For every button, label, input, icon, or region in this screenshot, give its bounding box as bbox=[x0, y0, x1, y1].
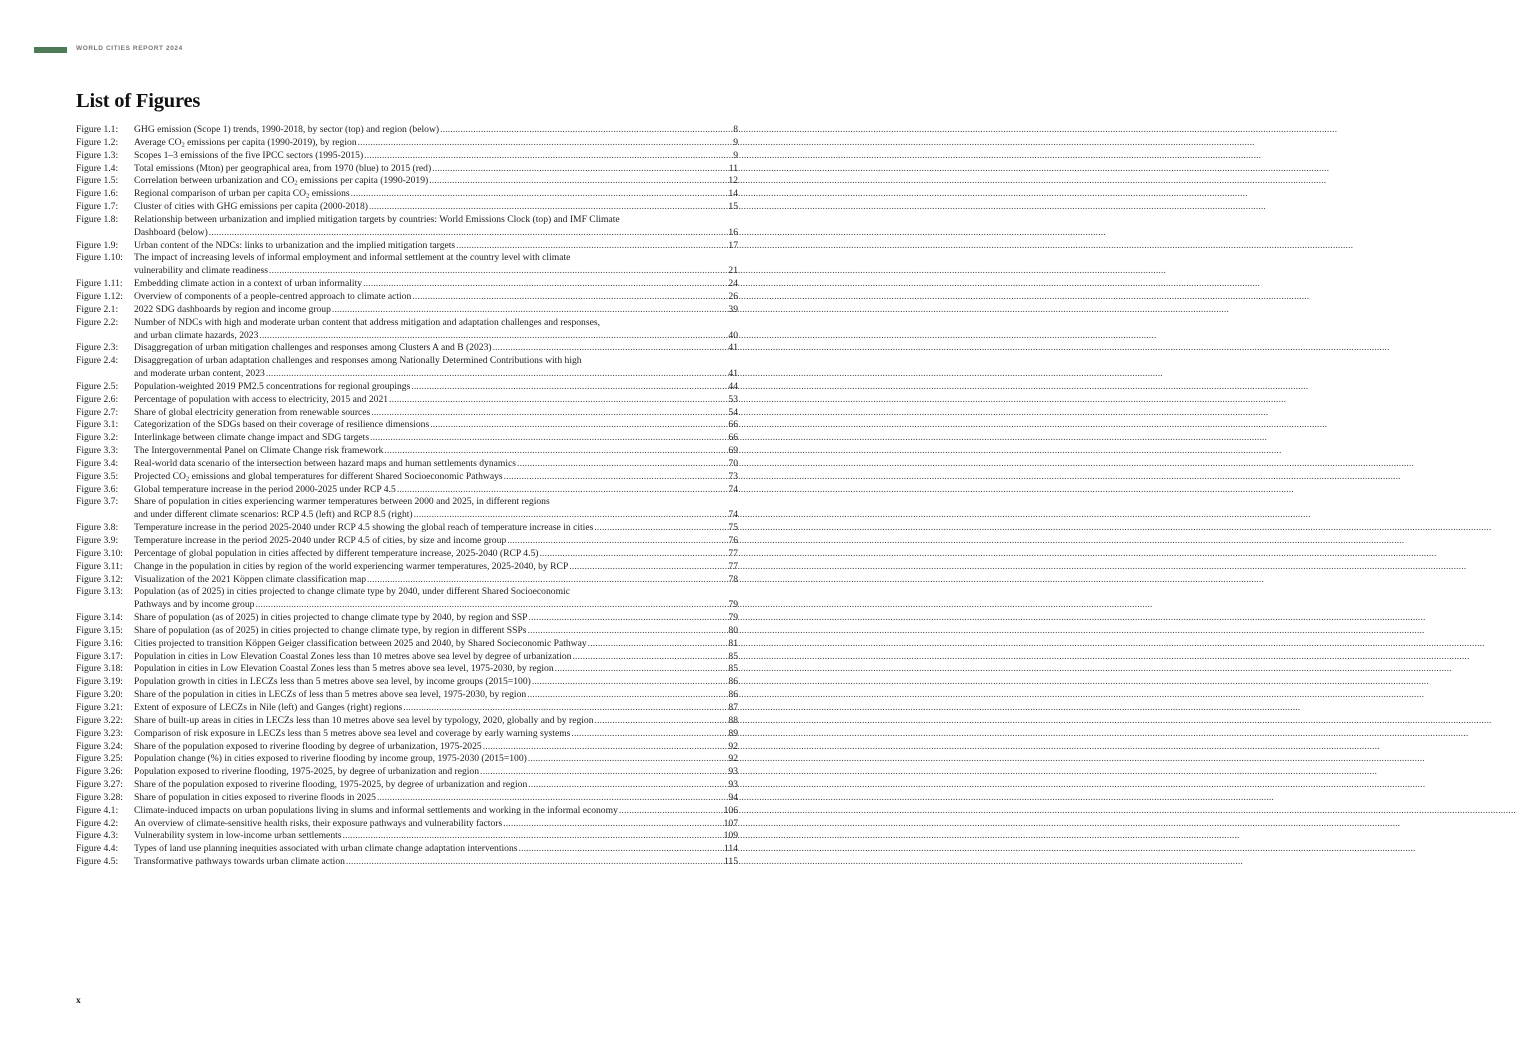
figure-number: Figure 3.16: bbox=[76, 637, 123, 649]
figure-page-number: 70 bbox=[728, 457, 738, 469]
figure-page-number: 81 bbox=[728, 637, 738, 649]
figure-number: Figure 1.2: bbox=[76, 136, 119, 148]
figure-page-number: 86 bbox=[728, 676, 738, 688]
dot-leader bbox=[429, 175, 727, 188]
figure-page-number: 87 bbox=[728, 701, 738, 713]
figure-page-number: 73 bbox=[728, 470, 738, 482]
dot-leader bbox=[619, 805, 723, 818]
figure-page-number: 54 bbox=[728, 406, 738, 418]
figure-entry[interactable] bbox=[76, 304, 738, 317]
figure-entry[interactable] bbox=[76, 124, 738, 137]
figure-entry[interactable] bbox=[76, 188, 738, 201]
figure-entry[interactable] bbox=[76, 830, 738, 843]
figure-page-number: 107 bbox=[723, 817, 738, 829]
dot-leader bbox=[528, 625, 728, 638]
figure-page-number: 21 bbox=[728, 265, 738, 277]
figure-page-number: 77 bbox=[728, 547, 738, 559]
figure-page-number: 16 bbox=[728, 226, 738, 238]
figure-number: Figure 2.5: bbox=[76, 380, 119, 392]
figure-list bbox=[76, 124, 738, 869]
figure-entry[interactable] bbox=[76, 496, 738, 522]
figure-page-number: 69 bbox=[728, 445, 738, 457]
dot-leader bbox=[397, 484, 728, 497]
figure-page-number: 41 bbox=[728, 342, 738, 354]
dot-leader bbox=[572, 651, 727, 664]
figure-caption-line: GHG emission (Scope 1) trends, 1990-2018, by sector (top) and region (below) bbox=[134, 124, 440, 135]
figure-entry[interactable] bbox=[76, 741, 738, 754]
dot-leader bbox=[369, 201, 727, 214]
figure-page-number: 93 bbox=[728, 779, 738, 791]
header-accent-bar bbox=[34, 47, 67, 53]
figure-number: Figure 3.13: bbox=[76, 586, 123, 598]
dot-leader bbox=[595, 715, 728, 728]
figure-entry[interactable] bbox=[76, 715, 738, 728]
figure-entry[interactable] bbox=[76, 342, 738, 355]
figure-number: Figure 3.19: bbox=[76, 676, 123, 688]
dot-leader bbox=[358, 137, 733, 150]
figure-number: Figure 3.7: bbox=[76, 496, 119, 508]
figure-caption-line: Share of the population exposed to riverine flooding, 1975-2025, by degree of urbanization and region bbox=[134, 779, 528, 791]
figure-entry[interactable] bbox=[76, 561, 738, 574]
figure-page-number: 44 bbox=[728, 380, 738, 392]
figure-caption-line: Cluster of cities with GHG emissions per capita (2000-2018) bbox=[134, 201, 368, 213]
figure-page-number: 92 bbox=[728, 753, 738, 765]
figure-page-number: 74 bbox=[728, 509, 738, 521]
figure-entry[interactable] bbox=[76, 445, 738, 458]
dot-leader bbox=[571, 728, 727, 741]
figure-number: Figure 3.20: bbox=[76, 689, 123, 701]
figure-entry[interactable] bbox=[76, 471, 738, 484]
figure-caption-line: Global temperature increase in the period 2000-2025 under RCP 4.5 bbox=[134, 483, 396, 495]
figure-caption-line: Temperature increase in the period 2025-2040 under RCP 4.5 of cities, by size and income group bbox=[134, 535, 507, 546]
dot-leader bbox=[371, 407, 727, 420]
figure-page-number: 109 bbox=[723, 830, 738, 842]
dot-leader bbox=[504, 471, 728, 484]
figure-entry[interactable] bbox=[76, 278, 738, 291]
figure-caption-line: vulnerability and climate readiness bbox=[134, 265, 268, 277]
figure-entry[interactable] bbox=[76, 484, 738, 497]
figure-page-number: 53 bbox=[728, 393, 738, 405]
figure-caption-line: Disaggregation of urban adaptation challenges and responses among Nationally Determined Contributions with high bbox=[134, 355, 582, 367]
figure-page-number: 9 bbox=[733, 149, 738, 161]
figure-number: Figure 2.4: bbox=[76, 355, 119, 367]
figure-entry[interactable] bbox=[76, 753, 738, 766]
figure-number: Figure 2.6: bbox=[76, 393, 119, 405]
dot-leader bbox=[343, 830, 723, 843]
figure-caption-line: Correlation between urbanization and $CO_2$ emissions per capita (1990-2019) bbox=[134, 175, 429, 187]
figure-entry[interactable] bbox=[76, 843, 738, 856]
figure-number: Figure 3.18: bbox=[76, 663, 123, 675]
figure-number: Figure 3.12: bbox=[76, 573, 123, 585]
dot-leader bbox=[588, 638, 728, 651]
figure-caption-line: Population growth in cities in LECZs less than 5 metres above sea level, by income groups (2015=100) bbox=[134, 676, 531, 688]
figure-caption-line: Projected $CO_2$ emissions and global temperatures for different Shared Socioeconomic Pathways bbox=[134, 470, 503, 483]
figure-number: Figure 4.1: bbox=[76, 804, 119, 816]
figure-entry[interactable] bbox=[76, 792, 738, 805]
figure-caption-line: Share of the population in cities in LECZs of less than 5 metres above sea level, 1975-2030, by region bbox=[134, 689, 527, 701]
figure-entry[interactable] bbox=[76, 574, 738, 587]
figure-number: Figure 3.17: bbox=[76, 650, 123, 662]
dot-leader bbox=[503, 818, 722, 831]
figure-page-number: 14 bbox=[728, 188, 738, 200]
dot-leader bbox=[517, 458, 727, 471]
figure-number: Figure 3.22: bbox=[76, 714, 123, 726]
figure-page-number: 12 bbox=[728, 175, 738, 187]
figure-number: Figure 1.1: bbox=[76, 124, 119, 135]
figure-page-number: 24 bbox=[728, 278, 738, 290]
figure-caption-line: Climate-induced impacts on urban populations living in slums and informal settlements and working in the informal economy bbox=[134, 804, 618, 816]
figure-number: Figure 4.5: bbox=[76, 856, 119, 868]
figure-number: Figure 2.7: bbox=[76, 406, 119, 418]
figure-caption-line: Dashboard (below) bbox=[134, 226, 208, 238]
figure-number: Figure 1.4: bbox=[76, 162, 119, 174]
figure-caption-line: Percentage of population with access to electricity, 2015 and 2021 bbox=[134, 393, 389, 405]
dot-leader bbox=[255, 599, 727, 612]
figure-caption-line: Share of global electricity generation from renewable sources bbox=[134, 406, 371, 418]
figure-page-number: 75 bbox=[728, 522, 738, 534]
figure-caption-line: Population in cities in Low Elevation Coastal Zones less than 5 metres above sea level, 1975-2030, by region bbox=[134, 663, 554, 675]
figure-number: Figure 1.7: bbox=[76, 201, 119, 213]
figure-caption-line: and urban climate hazards, 2023 bbox=[134, 329, 259, 341]
figure-entry[interactable] bbox=[76, 407, 738, 420]
figure-entry[interactable] bbox=[76, 728, 738, 741]
dot-leader bbox=[412, 291, 727, 304]
dot-leader bbox=[259, 330, 727, 343]
figure-page-number: 106 bbox=[723, 804, 738, 816]
figure-caption-line: Share of population in cities exposed to riverine floods in 2025 bbox=[134, 791, 376, 803]
figure-number: Figure 3.3: bbox=[76, 445, 119, 457]
figure-page-number: 15 bbox=[728, 201, 738, 213]
figure-number: Figure 4.2: bbox=[76, 817, 119, 829]
dot-leader bbox=[430, 419, 727, 432]
dot-leader bbox=[594, 522, 727, 535]
figure-entry[interactable] bbox=[76, 586, 738, 612]
figure-entry[interactable] bbox=[76, 317, 738, 343]
dot-leader bbox=[364, 150, 732, 163]
figure-page-number: 78 bbox=[728, 573, 738, 585]
dot-leader bbox=[555, 663, 728, 676]
dot-leader bbox=[266, 368, 728, 381]
figure-caption-line: Regional comparison of urban per capita $CO_2$ emissions bbox=[134, 188, 350, 200]
figure-number: Figure 1.9: bbox=[76, 239, 119, 251]
figure-number: Figure 3.4: bbox=[76, 457, 119, 469]
figure-number: Figure 3.25: bbox=[76, 753, 123, 765]
dot-leader bbox=[532, 676, 728, 689]
dot-leader bbox=[332, 304, 728, 317]
figure-caption-line: Types of land use planning inequities associated with urban climate change adaptation interventions bbox=[134, 843, 518, 855]
figure-entry[interactable] bbox=[76, 625, 738, 638]
page-title: List of Figures bbox=[76, 90, 201, 112]
figure-number: Figure 3.1: bbox=[76, 419, 119, 431]
figure-page-number: 79 bbox=[728, 599, 738, 611]
figure-number: Figure 1.11: bbox=[76, 278, 123, 290]
figure-number: Figure 1.3: bbox=[76, 149, 119, 161]
figure-caption-line: An overview of climate-sensitive health risks, their exposure pathways and vulnerability factors bbox=[134, 817, 503, 829]
figure-entry[interactable] bbox=[76, 805, 738, 818]
figure-number: Figure 2.1: bbox=[76, 303, 119, 315]
figure-number: Figure 3.10: bbox=[76, 547, 123, 559]
figure-caption-line: Population-weighted 2019 PM2.5 concentrations for regional groupings bbox=[134, 380, 411, 392]
figure-caption-line: Population (as of 2025) in cities projected to change climate type by 2040, under different Shared Socioeconomic bbox=[134, 586, 570, 598]
figure-page-number: 94 bbox=[728, 791, 738, 803]
figure-number: Figure 3.27: bbox=[76, 779, 123, 791]
figure-caption-line: Number of NDCs with high and moderate urban content that address mitigation and adaptation challenges and responses, bbox=[134, 316, 600, 328]
figure-page-number: 17 bbox=[728, 239, 738, 251]
figure-caption-line: Overview of components of a people-centred approach to climate action bbox=[134, 290, 412, 302]
figure-number: Figure 4.3: bbox=[76, 830, 119, 842]
figure-caption-line: Percentage of global population in cities affected by different temperature increase, 2025-2040 (RCP 4.5) bbox=[134, 547, 539, 559]
figure-page-number: 74 bbox=[728, 483, 738, 495]
dot-leader bbox=[529, 612, 728, 625]
figure-caption-line: Relationship between urbanization and implied mitigation targets by countries: World Emissions Clock (top) and IMF Climate bbox=[134, 213, 620, 225]
figure-number: Figure 3.15: bbox=[76, 624, 123, 636]
figure-page-number: 26 bbox=[728, 290, 738, 302]
figure-entry[interactable] bbox=[76, 137, 738, 150]
figure-page-number: 39 bbox=[728, 303, 738, 315]
figure-page-number: 77 bbox=[728, 560, 738, 572]
figure-caption-line: Visualization of the 2021 Köppen climate classification map bbox=[134, 573, 367, 585]
dot-leader bbox=[493, 342, 728, 355]
figure-caption-line: Share of the population exposed to riverine flooding by degree of urbanization, 1975-2025 bbox=[134, 740, 482, 752]
dot-leader bbox=[528, 779, 727, 792]
figure-caption-line: Population in cities in Low Elevation Coastal Zones less than 10 metres above sea level by degree of urbanization bbox=[134, 650, 572, 662]
figure-number: Figure 3.23: bbox=[76, 727, 123, 739]
figure-page-number: 79 bbox=[728, 612, 738, 624]
figure-page-number: 9 bbox=[733, 136, 738, 148]
figure-entry[interactable] bbox=[76, 689, 738, 702]
dot-leader bbox=[540, 548, 728, 561]
figure-caption-line: Categorization of the SDGs based on their coverage of resilience dimensions bbox=[134, 419, 430, 431]
figure-number: Figure 3.8: bbox=[76, 522, 119, 534]
dot-leader bbox=[527, 689, 727, 702]
figure-entry[interactable] bbox=[76, 240, 738, 253]
figure-page-number: 66 bbox=[728, 432, 738, 444]
figure-number: Figure 3.26: bbox=[76, 766, 123, 778]
figure-caption-line: The Intergovernmental Panel on Climate Change risk framework bbox=[134, 445, 384, 457]
dot-leader bbox=[569, 561, 727, 574]
figure-page-number: 88 bbox=[728, 714, 738, 726]
figure-page-number: 66 bbox=[728, 419, 738, 431]
figure-number: Figure 3.24: bbox=[76, 740, 123, 752]
figure-page-number: 92 bbox=[728, 740, 738, 752]
figure-entry[interactable] bbox=[76, 163, 738, 176]
figure-number: Figure 4.4: bbox=[76, 843, 119, 855]
figure-caption-line: Share of built-up areas in cities in LECZs less than 10 metres above sea level by typology, 2020, globally and by region bbox=[134, 714, 594, 726]
figure-caption-line: The impact of increasing levels of informal employment and informal settlement at the country level with climate bbox=[134, 252, 571, 264]
figure-caption-line: Pathways and by income group bbox=[134, 599, 255, 611]
figure-caption-line: Population change (%) in cities exposed to riverine flooding by income group, 1975-2030 (2015=100) bbox=[134, 753, 527, 765]
figure-number: Figure 2.3: bbox=[76, 342, 119, 354]
figure-number: Figure 3.11: bbox=[76, 560, 123, 572]
figure-number: Figure 3.9: bbox=[76, 535, 119, 546]
figure-page-number: 11 bbox=[728, 162, 738, 174]
dot-leader bbox=[440, 124, 732, 137]
figure-entry[interactable] bbox=[76, 535, 738, 548]
dot-leader bbox=[414, 509, 728, 522]
figure-page-number: 76 bbox=[728, 535, 738, 546]
figure-number: Figure 3.2: bbox=[76, 432, 119, 444]
figure-page-number: 80 bbox=[728, 624, 738, 636]
figure-number: Figure 3.5: bbox=[76, 470, 119, 482]
dot-leader bbox=[528, 753, 728, 766]
figure-caption-line: Population exposed to riverine flooding, 1975-2025, by degree of urbanization and region bbox=[134, 766, 480, 778]
dot-leader bbox=[269, 265, 727, 278]
figure-caption-line: 2022 SDG dashboards by region and income group bbox=[134, 303, 331, 315]
figure-caption-line: Vulnerability system in low-income urban settlements bbox=[134, 830, 342, 842]
figure-entry[interactable] bbox=[76, 702, 738, 715]
figure-caption-line: Total emissions (Mton) per geographical area, from 1970 (blue) to 2015 (red) bbox=[134, 162, 432, 174]
figure-number: Figure 3.14: bbox=[76, 612, 123, 624]
figure-page-number: 93 bbox=[728, 766, 738, 778]
figure-number: Figure 1.10: bbox=[76, 252, 123, 264]
figure-caption-line: Scopes 1–3 emissions of the five IPCC sectors (1995-2015) bbox=[134, 149, 364, 161]
dot-leader bbox=[456, 240, 727, 253]
dot-leader bbox=[480, 766, 727, 779]
dot-leader bbox=[363, 278, 727, 291]
figure-entry[interactable] bbox=[76, 638, 738, 651]
figure-entry[interactable] bbox=[76, 381, 738, 394]
figure-page-number: 8 bbox=[733, 124, 738, 135]
figure-entry[interactable] bbox=[76, 856, 738, 869]
figure-page-number: 85 bbox=[728, 650, 738, 662]
figure-entry[interactable] bbox=[76, 779, 738, 792]
figure-entry[interactable] bbox=[76, 355, 738, 381]
figure-caption-line: Transformative pathways towards urban climate action bbox=[134, 856, 345, 868]
figure-entry[interactable] bbox=[76, 612, 738, 625]
figure-caption-line: Share of population (as of 2025) in cities projected to change climate type by 2040, by region and SSP bbox=[134, 612, 528, 624]
figure-number: Figure 3.28: bbox=[76, 791, 123, 803]
figure-number: Figure 1.8: bbox=[76, 213, 119, 225]
figure-entry[interactable] bbox=[76, 818, 738, 831]
figure-caption-line: Extent of exposure of LECZs in Nile (left) and Ganges (right) regions bbox=[134, 701, 403, 713]
figure-page-number: 40 bbox=[728, 329, 738, 341]
figure-caption-line: Cities projected to transition Köppen Geiger classification between 2025 and 2040, by Shared Socieconomic Pathway bbox=[134, 637, 587, 649]
figure-entry[interactable] bbox=[76, 663, 738, 676]
figure-caption-line: Share of population in cities experiencing warmer temperatures between 2000 and 2025, in different regions bbox=[134, 496, 550, 508]
figure-entry[interactable] bbox=[76, 458, 738, 471]
figure-entry[interactable] bbox=[76, 291, 738, 304]
figure-entry[interactable] bbox=[76, 676, 738, 689]
figure-entry[interactable] bbox=[76, 175, 738, 188]
figure-entry[interactable] bbox=[76, 150, 738, 163]
dot-leader bbox=[411, 381, 727, 394]
dot-leader bbox=[507, 535, 727, 548]
running-header: WORLD CITIES REPORT 2024 bbox=[76, 45, 183, 52]
figure-page-number: 114 bbox=[723, 843, 738, 855]
figure-caption-line: Comparison of risk exposure in LECZs less than 5 metres above sea level and coverage by early warning systems bbox=[134, 727, 571, 739]
figure-caption-line: and under different climate scenarios: RCP 4.5 (left) and RCP 8.5 (right) bbox=[134, 509, 413, 521]
figure-caption-line: Disaggregation of urban mitigation challenges and responses among Clusters A and B (2023) bbox=[134, 342, 492, 354]
figure-number: Figure 3.21: bbox=[76, 701, 123, 713]
dot-leader bbox=[389, 394, 727, 407]
figure-entry[interactable] bbox=[76, 201, 738, 214]
figure-caption-line: Temperature increase in the period 2025-2040 under RCP 4.5 showing the global reach of temperature increase in cities bbox=[134, 522, 594, 534]
figure-caption-line: Embedding climate action in a context of urban informality bbox=[134, 278, 363, 290]
dot-leader bbox=[432, 163, 728, 176]
figure-caption-line: Share of population (as of 2025) in cities projected to change climate type, by region in different SSPs bbox=[134, 624, 527, 636]
dot-leader bbox=[209, 227, 728, 240]
figure-page-number: 115 bbox=[723, 856, 738, 868]
dot-leader bbox=[346, 856, 723, 869]
figure-caption-line: Urban content of the NDCs: links to urbanization and the implied mitigation targets bbox=[134, 239, 456, 251]
dot-leader bbox=[519, 843, 723, 856]
dot-leader bbox=[351, 188, 728, 201]
figure-entry[interactable] bbox=[76, 419, 738, 432]
figure-page-number: 41 bbox=[728, 368, 738, 380]
dot-leader bbox=[483, 741, 728, 754]
figure-number: Figure 1.12: bbox=[76, 290, 123, 302]
figure-entry[interactable] bbox=[76, 252, 738, 278]
figure-entry[interactable] bbox=[76, 548, 738, 561]
figure-number: Figure 2.2: bbox=[76, 316, 119, 328]
figure-entry[interactable] bbox=[76, 766, 738, 779]
figure-number: Figure 1.6: bbox=[76, 188, 119, 200]
dot-leader bbox=[377, 792, 727, 805]
figure-caption-line: Change in the population in cities by region of the world experiencing warmer temperatures, 2025-2040, by RCP bbox=[134, 560, 569, 572]
figure-entry[interactable] bbox=[76, 651, 738, 664]
dot-leader bbox=[370, 432, 727, 445]
dot-leader bbox=[403, 702, 727, 715]
figure-number: Figure 3.6: bbox=[76, 483, 119, 495]
figure-caption-line: Average $CO_2$ emissions per capita (1990-2019), by region bbox=[134, 136, 357, 149]
page-number: x bbox=[76, 996, 81, 1006]
figure-page-number: 89 bbox=[728, 727, 738, 739]
figure-page-number: 85 bbox=[728, 663, 738, 675]
figure-entry[interactable] bbox=[76, 522, 738, 535]
figure-page-number: 86 bbox=[728, 689, 738, 701]
figure-caption-line: Interlinkage between climate change impact and SDG targets bbox=[134, 432, 370, 444]
figure-entry[interactable] bbox=[76, 432, 738, 445]
dot-leader bbox=[367, 574, 727, 587]
dot-leader bbox=[384, 445, 727, 458]
figure-number: Figure 1.5: bbox=[76, 175, 119, 187]
figure-caption-line: and moderate urban content, 2023 bbox=[134, 368, 265, 380]
figure-entry[interactable] bbox=[76, 214, 738, 240]
figure-caption-line: Real-world data scenario of the intersection between hazard maps and human settlements dynamics bbox=[134, 457, 517, 469]
figure-entry[interactable] bbox=[76, 394, 738, 407]
